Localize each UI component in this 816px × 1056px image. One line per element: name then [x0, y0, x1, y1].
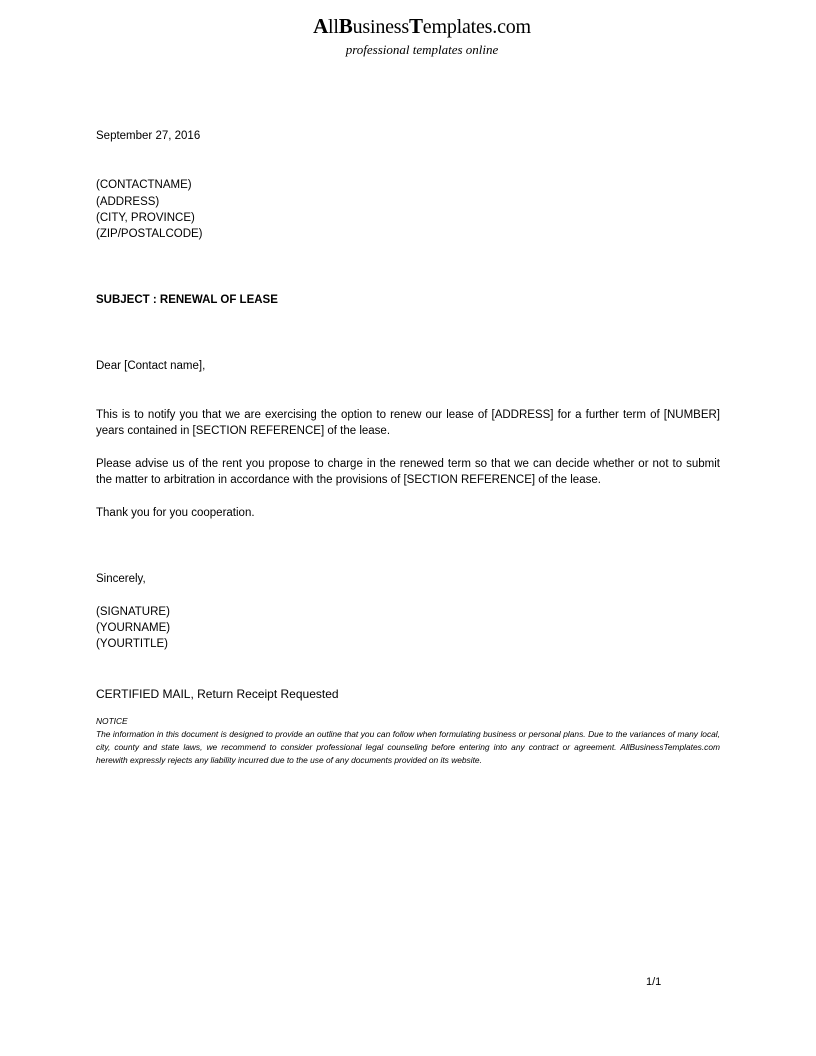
letter-date: September 27, 2016	[96, 130, 201, 142]
letter-closing: Sincerely,	[96, 572, 146, 585]
brand-letter-a: A	[313, 14, 329, 38]
recipient-line: (CONTACTNAME)	[96, 179, 192, 192]
brand-text-ll: ll	[328, 16, 339, 38]
notice-text: The information in this document is designed to provide an outline that you can follow when formulating business or personal plans. Due to the variances of many local, city, county and state laws, we recommend to consider professional legal counseling before entering into any contract or agreement. AllBusinessTemplates.com herewith expressly rejects any liability incurred due to the use of any documents provided on its website.	[96, 729, 720, 765]
signature-line: (YOURNAME)	[96, 622, 171, 635]
certified-mail-note: CERTIFIED MAIL, Return Receipt Requested	[96, 686, 339, 701]
recipient-line: (ZIP/POSTALCODE)	[96, 228, 203, 241]
brand-tagline: professional templates online	[345, 42, 499, 57]
letter-body	[96, 128, 720, 702]
letter-paragraph: This is to notify you that we are exercising the option to renew our lease of [ADDRESS] for a further term of [NUMBER] years contained in [SECTION REFERENCE] of the lease.	[96, 408, 720, 438]
letter-salutation: Dear [Contact name],	[96, 359, 206, 372]
brand-letter-t: T	[408, 14, 423, 38]
page-number: 1/1	[646, 976, 662, 988]
recipient-line: (CITY, PROVINCE)	[96, 212, 195, 225]
signature-line: (YOURTITLE)	[96, 638, 168, 651]
signature-line: (SIGNATURE)	[96, 605, 170, 618]
notice-title: NOTICE	[96, 716, 128, 726]
letter-paragraph: Thank you for you cooperation.	[96, 507, 255, 520]
signature-block	[96, 604, 720, 653]
brand-text-emplates: emplates.com	[422, 16, 531, 38]
brand-text-usiness: usiness	[352, 16, 409, 38]
recipient-line: (ADDRESS)	[96, 195, 160, 208]
letter-subject: SUBJECT : RENEWAL OF LEASE	[96, 294, 278, 307]
brand-letter-b: B	[338, 14, 353, 38]
letter-paragraph: Please advise us of the rent you propose to charge in the renewed term so that we can decide whether or not to submit the matter to arbitration in accordance with the provisions of [SECTION REFERENCE] of the lease.	[96, 458, 720, 487]
brand-logo	[0, 14, 816, 39]
legal-notice	[96, 715, 720, 767]
recipient-block	[96, 177, 720, 243]
